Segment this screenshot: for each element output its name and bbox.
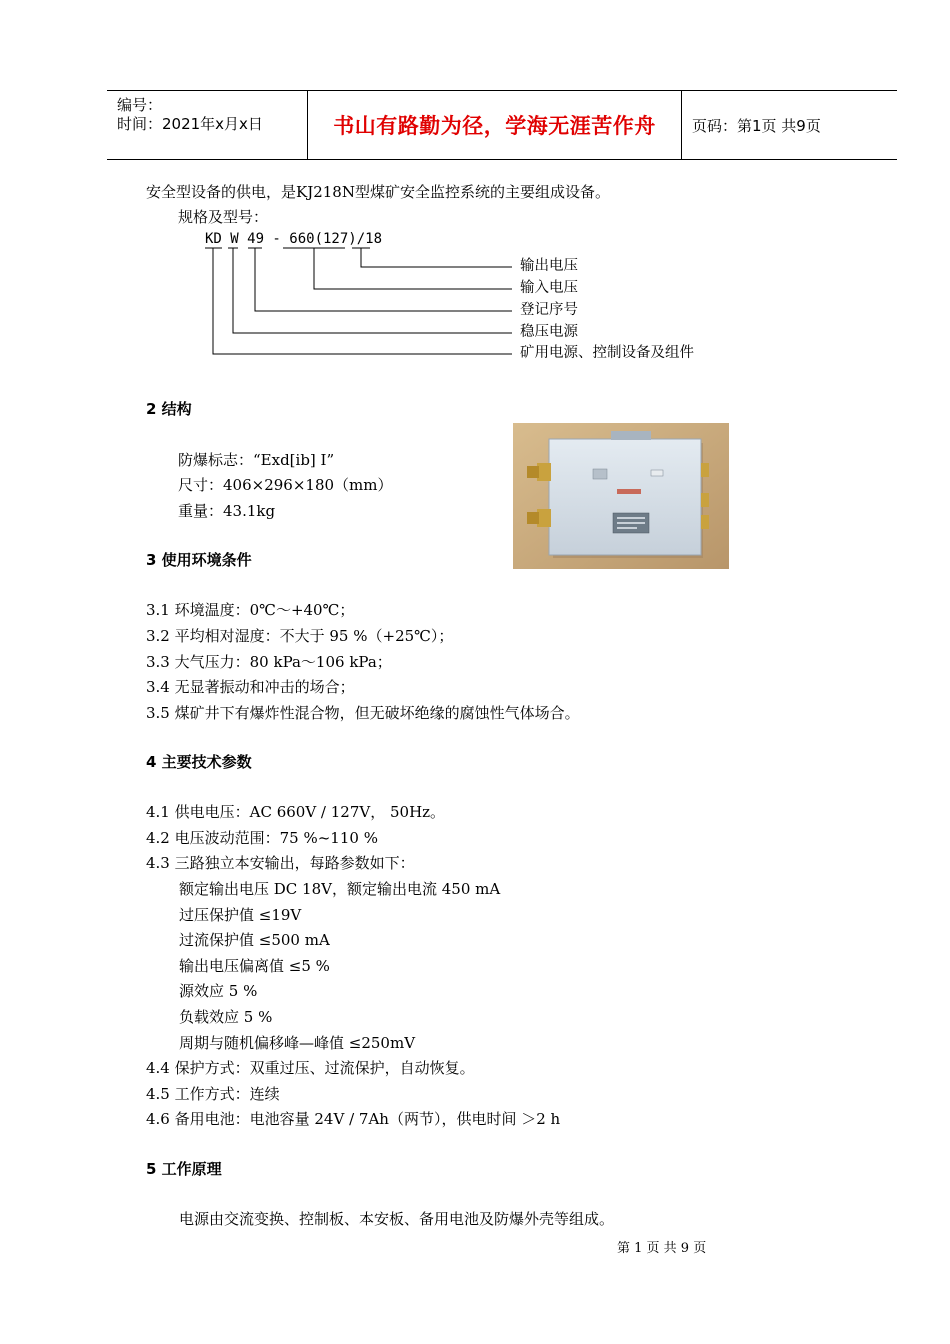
- param-sub-item: 周期与随机偏移峰—峰值 ≤250mV: [179, 1034, 416, 1052]
- section4-title: 4 主要技术参数: [146, 753, 252, 771]
- param-item: 4.3 三路独立本安输出，每路参数如下：: [146, 854, 415, 872]
- model-label-output-voltage: 输出电压: [520, 258, 578, 274]
- env-item: 3.4 无显著振动和冲击的场合；: [146, 678, 355, 696]
- model-label-serial: 登记序号: [520, 302, 578, 318]
- model-label-regulated-supply: 稳压电源: [520, 324, 578, 340]
- device-photo: [513, 423, 729, 569]
- env-item: 3.2 平均相对湿度：不大于 95 %（+25℃）；: [146, 627, 454, 645]
- model-label-mining-equipment: 矿用电源、控制设备及组件: [520, 345, 694, 361]
- intro-text: 安全型设备的供电，是KJ218N型煤矿安全监控系统的主要组成设备。: [146, 183, 610, 201]
- param-sub-item: 过压保护值 ≤19V: [179, 906, 302, 924]
- page-info: 页码：第1页 共9页: [692, 116, 821, 135]
- param-sub-item: 负载效应 5 %: [179, 1008, 273, 1026]
- env-item: 3.3 大气压力：80 kPa～106 kPa；: [146, 653, 392, 671]
- param-item: 4.5 工作方式：连续: [146, 1085, 280, 1103]
- param-sub-item: 额定输出电压 DC 18V，额定输出电流 450 mA: [179, 880, 501, 898]
- weight: 重量：43.1kg: [178, 502, 276, 520]
- param-sub-item: 输出电压偏离值 ≤5 %: [179, 957, 330, 975]
- model-diagram-lines: [0, 0, 950, 380]
- env-item: 3.5 煤矿井下有爆炸性混合物，但无破坏绝缘的腐蚀性气体场合。: [146, 704, 580, 722]
- param-item: 4.4 保护方式：双重过压、过流保护，自动恢复。: [146, 1059, 475, 1077]
- param-item: 4.1 供电电压：AC 660V / 127V， 50Hz。: [146, 803, 446, 821]
- explosion-mark: 防爆标志：“Exd[ib] I”: [178, 451, 335, 469]
- param-item: 4.6 备用电池：电池容量 24V / 7Ah（两节），供电时间 ＞2 h: [146, 1110, 561, 1128]
- page-footer: 第 1 页 共 9 页: [617, 1241, 707, 1256]
- model-code: KD W 49 - 660(127)/18: [205, 231, 383, 247]
- time-label: 时间：2021年x月x日: [117, 115, 263, 133]
- slogan: 书山有路勤为径，学海无涯苦作舟: [333, 113, 656, 138]
- spec-label: 规格及型号：: [178, 208, 269, 226]
- section2-title: 2 结构: [146, 400, 192, 418]
- number-label: 编号：: [117, 96, 163, 114]
- dimensions: 尺寸：406×296×180（mm）: [178, 476, 393, 494]
- param-sub-item: 过流保护值 ≤500 mA: [179, 931, 330, 949]
- principle-text: 电源由交流变换、控制板、本安板、备用电池及防爆外壳等组成。: [179, 1210, 615, 1228]
- env-item: 3.1 环境温度：0℃～+40℃；: [146, 601, 355, 619]
- model-label-input-voltage: 输入电压: [520, 280, 578, 296]
- section3-title: 3 使用环境条件: [146, 551, 252, 569]
- section5-title: 5 工作原理: [146, 1160, 222, 1178]
- param-item: 4.2 电压波动范围：75 %~110 %: [146, 829, 378, 847]
- param-sub-item: 源效应 5 %: [179, 982, 258, 1000]
